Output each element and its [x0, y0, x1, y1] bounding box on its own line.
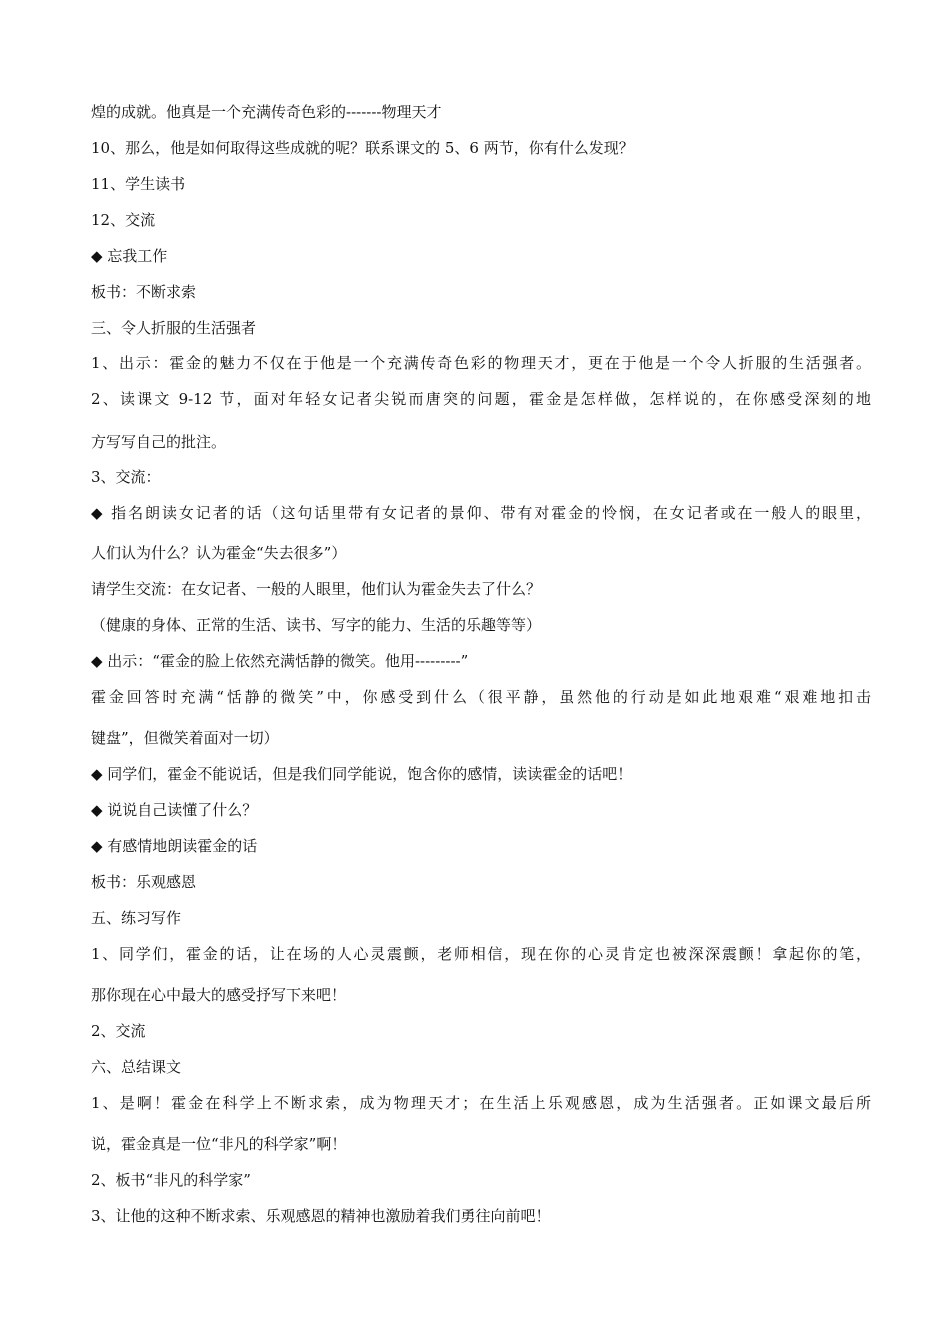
text-line: 2、读课文 9-12 节，面对年轻女记者尖锐而唐突的问题，霍金是怎样做，怎样说的，在你感受深刻的地 [91, 390, 871, 408]
text-line: 请学生交流：在女记者、一般的人眼里，他们认为霍金失去了什么？ [91, 580, 542, 598]
text-line: 说，霍金真是一位“非凡的科学家”啊！ [91, 1135, 347, 1153]
text-line: 煌的成就。他真是一个充满传奇色彩的-------物理天才 [91, 103, 442, 121]
text-line: 1、是啊！霍金在科学上不断求索，成为物理天才；在生活上乐观感恩，成为生活强者。正如课文最后所 [91, 1094, 871, 1112]
bullet-line: ◆ 忘我工作 [91, 247, 168, 265]
text-line: 3、交流： [91, 468, 161, 486]
text-line: 方写写自己的批注。 [91, 433, 227, 451]
bullet-line: ◆ 有感情地朗读霍金的话 [91, 837, 258, 855]
text-line: 2、交流 [91, 1022, 146, 1040]
section-heading: 五、练习写作 [91, 909, 182, 927]
text-line: 11、学生读书 [91, 175, 186, 193]
text-line: 键盘”，但微笑着面对一切） [91, 729, 279, 747]
text-line: 1、出示：霍金的魅力不仅在于他是一个充满传奇色彩的物理天才，更在于他是一个令人折服的生活强者。 [91, 354, 871, 372]
text-line: 12、交流 [91, 211, 156, 229]
text-line: 那你现在心中最大的感受抒写下来吧！ [91, 986, 347, 1004]
text-line: 板书：不断求索 [91, 283, 197, 301]
section-heading: 三、令人折服的生活强者 [91, 319, 257, 337]
bullet-line: ◆ 出示：“霍金的脸上依然充满恬静的微笑。他用---------” [91, 652, 469, 670]
bullet-line: ◆ 说说自己读懂了什么？ [91, 801, 258, 819]
text-line: 2、板书“非凡的科学家” [91, 1171, 251, 1189]
bullet-line: ◆ 指名朗读女记者的话（这句话里带有女记者的景仰、带有对霍金的怜悯，在女记者或在一般人的眼里， [91, 504, 871, 522]
text-line: 人们认为什么？认为霍金“失去很多”） [91, 544, 347, 562]
text-line: 板书：乐观感恩 [91, 873, 197, 891]
text-line: 霍金回答时充满“恬静的微笑”中，你感受到什么（很平静，虽然他的行动是如此地艰难“艰难地扣击 [91, 688, 871, 706]
text-line: 3、让他的这种不断求索、乐观感恩的精神也激励着我们勇往向前吧！ [91, 1207, 551, 1225]
text-line: 1、同学们，霍金的话，让在场的人心灵震颤，老师相信，现在你的心灵肯定也被深深震颤！拿起你的笔， [91, 945, 871, 963]
text-line: （健康的身体、正常的生活、读书、写字的能力、生活的乐趣等等） [91, 616, 542, 634]
bullet-line: ◆ 同学们，霍金不能说话，但是我们同学能说，饱含你的感情，读读霍金的话吧！ [91, 765, 633, 783]
text-line: 10、那么，他是如何取得这些成就的呢？联系课文的 5、6 两节，你有什么发现？ [91, 139, 634, 157]
section-heading: 六、总结课文 [91, 1058, 182, 1076]
